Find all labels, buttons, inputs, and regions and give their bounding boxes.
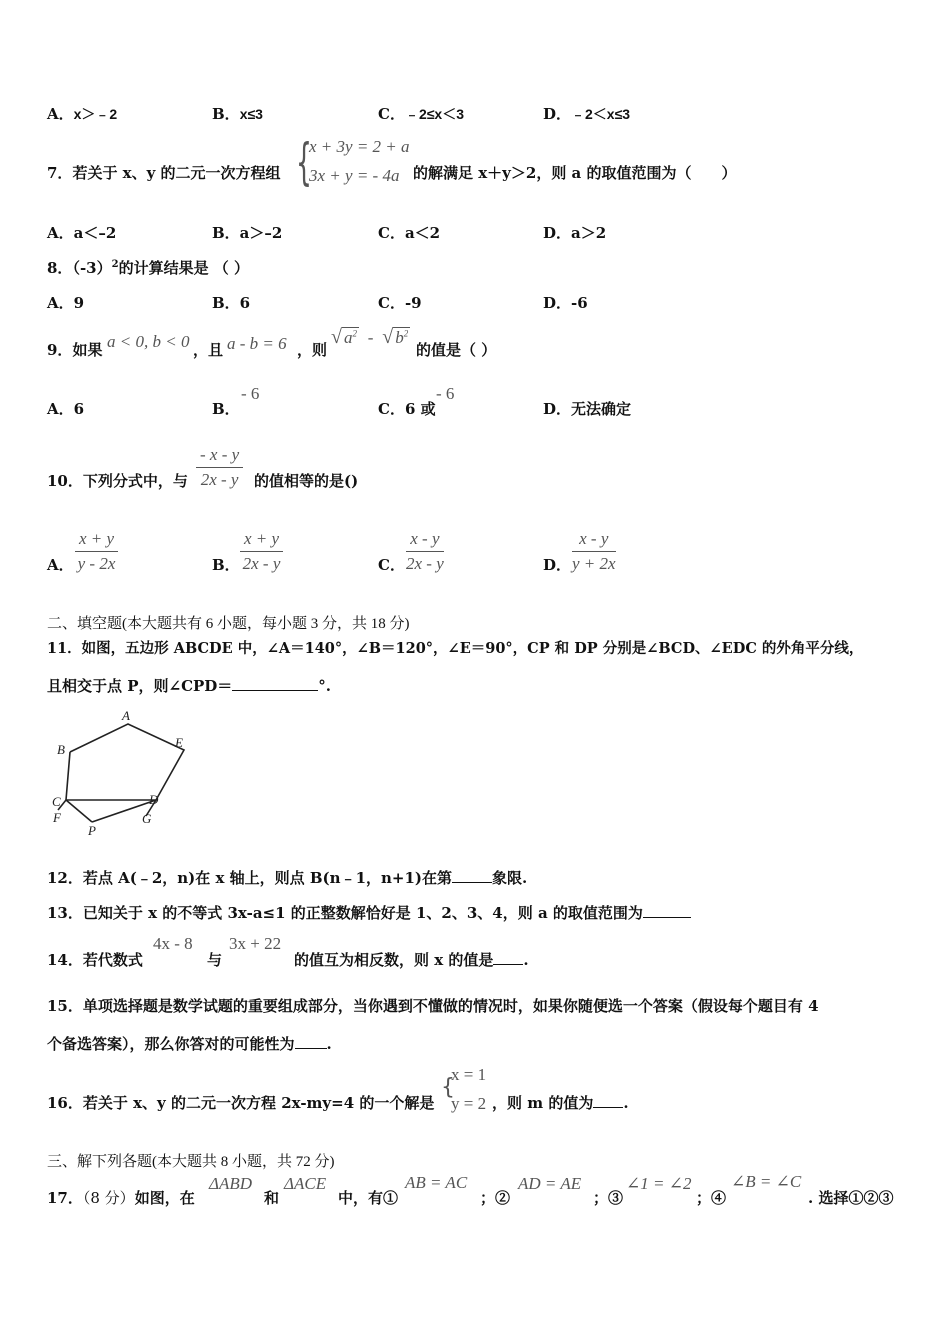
q9-option-b-label: B． — [212, 400, 240, 418]
q7-equation-2: 3x + y = - 4a — [309, 166, 400, 185]
q17-condition-4: ∠B = ∠C — [731, 1172, 802, 1191]
q10-stem-end: 的值相等的是() — [254, 472, 359, 490]
q8-stem: 8．$(-3)^2$的计算结果是 （ ） — [47, 259, 250, 277]
q14-stem-end: 的值互为相反数，则 x 的值是 . — [294, 951, 529, 969]
q17-stem-end: . 选择①②③ — [808, 1189, 894, 1207]
q9-stem-end: 的值是（ ） — [416, 341, 497, 359]
q17-sep-3: ；③ — [593, 1189, 624, 1207]
q7-stem: 7．若关于 x、y 的二元一次方程组 — [47, 164, 281, 182]
pentagon-figure — [48, 704, 198, 842]
q9-mid2: ，则 — [297, 341, 328, 359]
q6-option-c: C．﹣2≤x＜3 — [378, 105, 464, 123]
q14-stem: 14．若代数式 — [47, 951, 143, 969]
figure-label-b: B — [57, 742, 65, 757]
q17-stem: 17．（8 分）如图，在 — [47, 1189, 195, 1207]
q8-option-a: A．9 — [47, 294, 85, 312]
q16-equation-2: y = 2 — [451, 1094, 487, 1113]
q8-option-c: C．-9 — [378, 294, 422, 312]
q7-option-b: B．a＞–2 — [212, 224, 283, 242]
q16-stem: 16．若关于 x、y 的二元一次方程 2x-my=4 的一个解是 — [47, 1094, 435, 1112]
q10-option-d-fraction: $\frac{x - y}{y + 2x}$ — [572, 529, 616, 573]
section-2-title: 二、填空题(本大题共有 6 小题，每小题 3 分，共 18 分) — [47, 616, 410, 632]
q17-triangle-1: ΔABD — [209, 1174, 253, 1193]
figure-label-f: F — [53, 810, 61, 825]
q10-fraction: $\frac{- x - y}{2x - y}$ — [196, 445, 243, 490]
q10-option-a-label: A． — [47, 556, 74, 574]
q9-option-c-label: C．6 或 — [378, 400, 436, 418]
q6-option-d: D．﹣2＜x≤3 — [543, 105, 631, 123]
q14-expression-2: 3x + 22 — [229, 934, 282, 953]
figure-label-a: A — [122, 708, 130, 723]
q7-equation-1: x + 3y = 2 + a — [309, 137, 410, 156]
q9-radical-expression: √ $a^2$ - √ $b^2$ — [331, 326, 409, 348]
q17-sep-4: ；④ — [696, 1189, 727, 1207]
q12-text: 12．若点 A(﹣2，n)在 x 轴上，则点 B(n﹣1，n+1)在第 象限. — [47, 869, 528, 887]
q16-stem-end: ，则 m 的值为 . — [492, 1094, 629, 1112]
q10-stem: 10．下列分式中，与 — [47, 472, 188, 490]
q9-condition: a < 0, b < 0 — [107, 332, 190, 351]
q7-brace: { — [296, 133, 312, 191]
q10-option-b-fraction: $\frac{x + y}{2x - y}$ — [240, 529, 283, 574]
q14-expression-1: 4x - 8 — [153, 934, 193, 953]
figure-label-d: D — [149, 792, 159, 807]
q7-stem-end: 的解满足 x＋y＞2，则 a 的取值范围为（ ） — [413, 164, 737, 182]
q17-condition-2: AD = AE — [518, 1174, 582, 1193]
q9-option-a: A．6 — [47, 400, 85, 418]
q16-equation-1: x = 1 — [451, 1065, 487, 1084]
figure-label-p: P — [88, 823, 96, 838]
q8-option-d: D．-6 — [543, 294, 588, 312]
q7-option-d: D．a＞2 — [543, 224, 607, 242]
q9-stem: 9．如果 — [47, 341, 103, 359]
q10-option-d-label: D． — [543, 556, 572, 574]
q9-option-c-value: - 6 — [436, 384, 455, 403]
q17-sep-2: ；② — [480, 1189, 511, 1207]
figure-label-c: C — [52, 794, 61, 809]
q16-brace: { — [441, 1075, 455, 1100]
q8-option-b: B．6 — [212, 294, 251, 312]
q9-option-d: D．无法确定 — [543, 400, 632, 418]
q9-mid1: ，且 — [193, 341, 224, 359]
q6-option-b: B．x≤3 — [212, 105, 263, 123]
q10-option-a-fraction: $\frac{x + y}{y - 2x}$ — [75, 529, 118, 574]
q10-option-c-fraction: $\frac{x - y}{2x - y}$ — [406, 529, 444, 573]
q10-option-b-label: B． — [212, 556, 240, 574]
q10-option-c-label: C． — [378, 556, 405, 574]
q17-mid: 中，有① — [338, 1189, 399, 1207]
q14-and: 与 — [207, 951, 223, 969]
q11-line-2: 且相交于点 P，则∠CPD＝ °. — [47, 677, 332, 695]
q17-and: 和 — [264, 1189, 280, 1207]
figure-label-e: E — [175, 735, 183, 750]
q15-line-1: 15．单项选择题是数学试题的重要组成部分，当你遇到不懂做的情况时，如果你随便选一个答案（假设每个题目有 4 — [47, 997, 819, 1015]
figure-label-g: G — [142, 811, 152, 826]
section-3-title: 三、解下列各题(本大题共 8 小题，共 72 分) — [47, 1154, 335, 1170]
q13-text: 13．已知关于 x 的不等式 3x-a≤1 的正整数解恰好是 1、2、3、4，则 a 的取值范围为 — [47, 902, 691, 923]
q7-option-a: A．a＜–2 — [47, 224, 117, 242]
q6-option-a: A．x＞﹣2 — [47, 105, 118, 123]
q17-condition-3: ∠1 = ∠2 — [626, 1174, 692, 1193]
q9-option-b-value: - 6 — [241, 384, 260, 403]
q15-line-2: 个备选答案），那么你答对的可能性为 . — [47, 1035, 332, 1053]
q7-option-c: C．a＜2 — [378, 224, 441, 242]
q11-line-1: 11．如图，五边形 ABCDE 中，∠A＝140°，∠B＝120°，∠E＝90°，CP 和 DP 分别是∠BCD、∠EDC 的外角平分线， — [47, 640, 864, 657]
q17-triangle-2: ΔACE — [284, 1174, 327, 1193]
q17-condition-1: AB = AC — [405, 1173, 468, 1192]
q9-condition-2: a - b = 6 — [227, 334, 287, 353]
